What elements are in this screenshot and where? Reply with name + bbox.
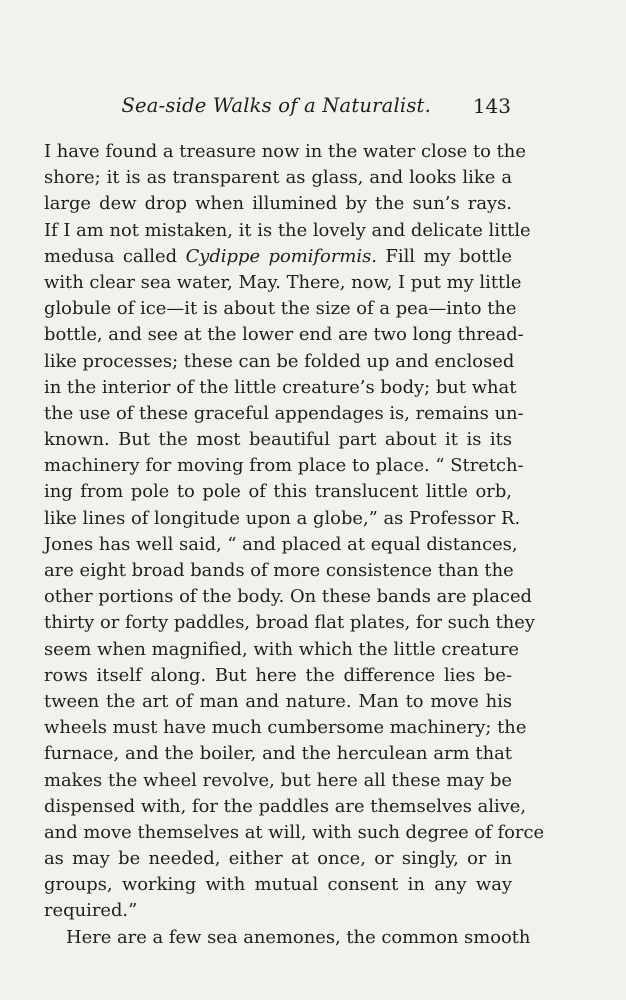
text-line: ing from pole to pole of this translucent little orb, — [44, 481, 512, 503]
text-fragment: medusa called — [44, 245, 178, 267]
text-line: rows itself along. But here the difference lies be- — [44, 664, 512, 686]
text-line: furnace, and the boiler, and the herculean arm that — [44, 743, 512, 765]
text-line: bottle, and see at the lower end are two long thread- — [44, 324, 524, 346]
text-line: I have found a treasure now in the water close to the — [44, 141, 526, 162]
text-line: other portions of the body. On these bands are placed — [44, 586, 532, 608]
text-line: dispensed with, for the paddles are themselves alive, — [44, 795, 527, 817]
text-line: machinery for moving from place to place. “ Stretch- — [44, 455, 524, 477]
text-line: wheels must have much cumbersome machinery; the — [44, 717, 527, 739]
running-title: Sea-side Walks of a Naturalist. — [121, 94, 431, 117]
text-line: the use of these graceful appendages is, remains un- — [44, 402, 524, 424]
text-line: known. But the most beautiful part about it is its — [44, 429, 512, 451]
text-line: large dew drop when illumined by the sun’s rays. — [44, 193, 512, 215]
text-line: with clear sea water, May. There, now, I put my little — [44, 271, 522, 293]
text-line: in the interior of the little creature’s body; but what — [44, 376, 517, 398]
text-line: and move themselves at will, with such degree of force — [44, 821, 545, 843]
text-line: globule of ice—it is about the size of a pea—into the — [44, 298, 517, 320]
text-line: seem when magnified, with which the little creature — [44, 638, 520, 660]
text-fragment: Fill my bottle — [385, 245, 513, 267]
page-number: 143 — [472, 94, 511, 118]
text-line: shore; it is as transparent as glass, and looks like a — [44, 167, 512, 189]
text-line: are eight broad bands of more consistence than the — [44, 560, 514, 581]
text-line — [44, 244, 512, 270]
text-line: like processes; these can be folded up and enclosed — [44, 350, 515, 372]
text-line: Jones has well said, “ and placed at equal distances, — [44, 533, 518, 555]
text-line: like lines of longitude upon a globe,” as Professor R. — [44, 507, 521, 529]
text-line: makes the wheel revolve, but here all these may be — [44, 769, 512, 791]
text-line: Here are a few sea anemones, the common smooth — [66, 926, 531, 948]
text-line: If I am not mistaken, it is the lovely and delicate little — [44, 219, 531, 241]
species-name: Cydippe pomiformis. — [185, 245, 377, 267]
text-line: as may be needed, either at once, or singly, or in — [44, 848, 512, 870]
page-header — [44, 94, 511, 124]
text-line: tween the art of man and nature. Man to move his — [44, 690, 512, 712]
text-line: required.” — [44, 900, 138, 922]
body-text — [44, 139, 545, 951]
text-line: groups, working with mutual consent in any way — [44, 874, 512, 896]
text-line: thirty or forty paddles, broad flat plates, for such they — [44, 612, 535, 634]
